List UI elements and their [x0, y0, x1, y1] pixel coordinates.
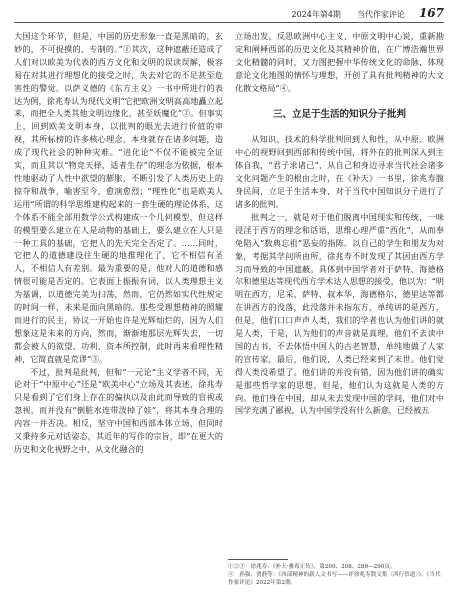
- footnote-1: ①②③ 徐兆寿：《补天·雅希正传》，第209、208、289—290页。: [228, 564, 396, 570]
- header-rule: [14, 22, 444, 23]
- issue-label: 2024年第4期: [291, 10, 341, 19]
- body-columns: [14, 30, 444, 553]
- right-column: [235, 30, 444, 553]
- page-header: [14, 6, 444, 22]
- page-number: 167: [418, 6, 444, 20]
- left-paragraph-2: 不过，批判是批判，但和“一元论”主义学者不同，无论对于“中原中心”还是“欧美中心”立场及其表述，徐兆寿只是看到了它们身上存在的偏执以及由此而导致的盲视或忽视，而并没有“倒脏水连带泼掉了娃”，将其本身合理的内容一并否决。相反，坚守中国和西部本体立场，但同时又秉持多元对话姿态，其近年的写作的宗旨，即“在更大的历史和文化视野之中，从文化融合的: [14, 366, 223, 454]
- left-paragraph-1: 大国这个环节，但是，中国的历史形象一直是黑暗的，玄妙的，不可捉摸的、专制的。”①其次，这种遮蔽还造成了人们对以欧美为代表的西方文化和文明的误读误解，极容易在对其进行理想化的接受之时，失去对它的不足甚至危害性的警觉。以萨义德的《东方主义》一书中所进行的表达为例，徐兆寿认为现代文明“它把欧洲文明高高地矗立起来，而把全人类其他文明边缘化，甚至妖魔化”②。但事实上，回到欧美文明本身，以批判的眼光去进行价值的审视，其所标榜的许多核心理念，本身就存在诸多问题，造成了现代社会的种种灾难。“进化论”不仅不能被完全证实，而且其以“物竞天择，适者生存”的理念为依据，根本性地驱动了人性中欲望的膨胀，不断引发了人类历史上的掠夺和战争，喻害至今，愈演愈烈；“理性化”也是欧美人运用“所谓的科学思维建构起来的一套生硬的理论体系，这个体系不能全部用数学公式构建成一个几何模型，但这样的模型要么建立在人是动物的基础上，要么建立在人只是一种工具的基础，它把人的先天完全否定了。……同时，它把人的道德建设往生硬的地推理化了，它不相信有圣人，不相信人有差别。最为重要的是，他对人的道德和感情很可能是否定的。它表面上振振有词，以人类理想主义为基调，以道德完美为扫荡，然而，它仍然如实代性规定的时间一样，未来是面向黑暗的。那些受理想精神的照耀而进行的民主，协议一开始也许是光辉灿烂的，因为人们想象这是未来的方向，然而，渐渐地那层光辉失去，一切都会被人的欲望、功利、资本所控制，此时再来看理性精神，它简直就是荒谬”③。: [14, 31, 223, 364]
- right-paragraph-1: 从知识、技术的科学批判回到人和性，从中原、欧洲中心的视野回到西部和传统中国，将外在的批判深入到主体自我，“君子求诸己”，从自己和身边寻求当代社会诸多文化问题产生的根由之时，在《补天》一书里，徐兆寿腹身民间，立足于生活本身，对于当代中国知识分子进行了诸多的批判。: [235, 134, 444, 209]
- right-paragraph-2: 批判之一，就是对于他们脱离中国现实和传统，一味浸淫于西方的理念和话语，思维心理严重“西化”，从而奉免陷入“数典忘祖”恶妄的指陈。以自己的学生和朋友为对象，考据其学问所由所，徐兆寿不时发现了其因由西方学习而导致的中国遮蔽。具体到中国学者对于萨特、海德格尔和德里达等现代西方学术达人思想的接受，他以为：“明明在西方，尼采、萨特、叔本华，海德格尔，德里达等都在讲西方的没落，此没落并未指东方，单纯讲的是西方，但是，他们口口声声人类，我们的学者也认为他们讲的就是人类，于是，认为他们的声音就是真理。他们不去读中国的古书，不去体悟中国人的古老智慧，单纯地做了人家的宣传家，最后，他们说，人类已经来到了末世。他们觉得人类没希望了。他们讲的并没有错，因为他们讲的确实是那些哲学家的思想，但是，他们认为这就是人类的方向。他们身在中国，却从未去发现中国的学问，他们对中国学充满了鄙视，认为中国学没有什么新意，已经被五: [235, 211, 444, 416]
- footnote-rule: [228, 559, 288, 560]
- left-column: [14, 30, 223, 553]
- right-lead-paragraph: 立场出发，反思欧洲中心主义、中原文明中心说，重新勘定和阐释西部的历史文化及其精神价值，在广博浩瀚世界文化精髓的同时，又力图把握中华传统文化的命脉，体现意论文化地图的情怀与理想，开创了具有批判精神的大文化散文格局”④。: [235, 31, 444, 93]
- journal-name: 当代作家评论: [356, 10, 405, 19]
- footnote-2: ④ 孙强、贾静等：《西部精神的新人文书写——评徐兆寿散文集〈西行悟道〉》，《当代作家评论》2022年第2期。: [228, 572, 441, 586]
- section-title: 三、立足于生活的知识分子批判: [272, 108, 406, 120]
- footnotes: [228, 559, 444, 587]
